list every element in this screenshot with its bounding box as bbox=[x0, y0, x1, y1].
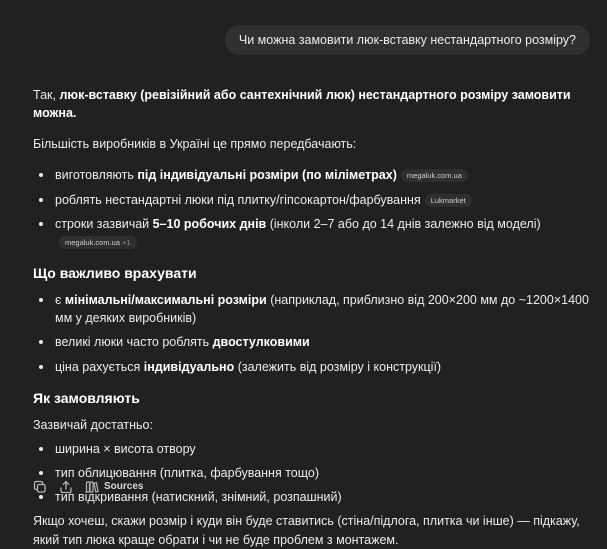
source-chip[interactable]: Lukmarket bbox=[425, 194, 472, 207]
list-item: тип облицювання (плитка, фарбування тощо) bbox=[33, 464, 593, 482]
intro-text: Так, bbox=[33, 88, 60, 102]
item-text-tail: (наприклад, приблизно від 200×200 мм до ~1200×1400 мм у деяких виробників) bbox=[55, 293, 589, 326]
item-text: ціна рахується bbox=[55, 359, 144, 374]
source-chip-label: megaluk.com.ua bbox=[65, 237, 121, 247]
share-icon bbox=[59, 480, 73, 494]
copy-button[interactable] bbox=[33, 480, 47, 494]
copy-icon bbox=[33, 480, 47, 494]
item-text: виготовляють bbox=[55, 168, 138, 183]
order-list bbox=[33, 440, 593, 506]
list-item bbox=[33, 215, 593, 251]
item-text: роблять нестандартні люки під плитку/гіпсокартон/фарбування bbox=[55, 192, 421, 207]
item-bold-text: під індивідуальні розміри (по міліметрах) bbox=[137, 168, 397, 183]
important-list bbox=[33, 291, 593, 376]
heading-important: Що важливо врахувати bbox=[33, 264, 197, 281]
item-text: є bbox=[55, 293, 65, 308]
list-item bbox=[33, 333, 593, 351]
user-message-bubble: Чи можна замовити люк-вставку нестандартного розміру? bbox=[225, 25, 590, 55]
item-bold-text: мінімальні/максимальні розміри bbox=[64, 293, 267, 308]
heading-how-to-order: Як замовляють bbox=[33, 389, 140, 406]
list-item bbox=[33, 291, 593, 327]
manufacturers-list bbox=[33, 166, 593, 251]
answer-intro bbox=[33, 86, 593, 122]
sources-label: Sources bbox=[104, 481, 144, 492]
source-chip[interactable] bbox=[59, 236, 137, 249]
book-icon bbox=[85, 480, 99, 494]
list-item bbox=[33, 166, 593, 184]
closing-text: Якщо хочеш, скажи розмір і куди він буде ставитись (стіна/підлога, плитка чи інше) — підкажу, який тип люка краще обрати і чи не буде проблем з монтажем. bbox=[33, 514, 580, 547]
list-item bbox=[33, 358, 593, 376]
source-chip-more: +1 bbox=[122, 237, 131, 247]
list-item: тип відкривання (натискний, знімний, розпашний) bbox=[33, 488, 593, 506]
share-button[interactable] bbox=[59, 480, 73, 494]
source-chip[interactable]: megaluk.com.ua bbox=[401, 169, 468, 182]
item-text: строки зазвичай bbox=[55, 216, 153, 231]
intro-bold-text: люк-вставку (ревізійний або сантехнічний люк) нестандартного розміру замовити можна. bbox=[33, 88, 571, 121]
list-item bbox=[33, 191, 593, 209]
item-text: великі люки часто роблять bbox=[55, 335, 213, 350]
response-actions bbox=[33, 480, 143, 495]
sources-button[interactable] bbox=[85, 480, 143, 495]
order-lead: Зазвичай достатньо: bbox=[33, 417, 153, 432]
answer-lead: Більшість виробників в Україні це прямо передбачають: bbox=[33, 137, 357, 152]
item-bold-text: індивідуально bbox=[143, 359, 235, 374]
item-text-tail: (інколи 2–7 або до 14 днів залежно від моделі) bbox=[266, 216, 541, 231]
list-item: ширина × висота отвору bbox=[33, 440, 593, 458]
item-bold-text: 5–10 робочих днів bbox=[152, 216, 267, 231]
item-bold-text: двостулковими bbox=[212, 335, 310, 350]
item-text-tail: (залежить від розміру і конструкції) bbox=[234, 359, 442, 374]
